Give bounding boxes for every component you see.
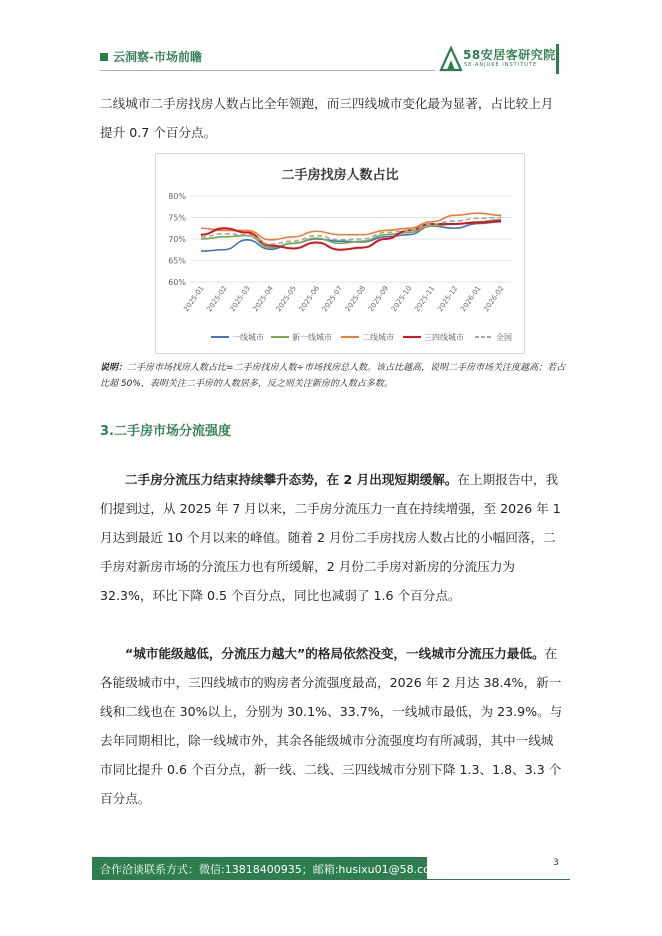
header-accent-bar: [556, 44, 559, 74]
x-tick-label: 2025-09: [366, 284, 391, 314]
page-number: 3: [553, 858, 559, 868]
x-tick-label: 2026-01: [459, 284, 483, 314]
legend-label: 全国: [496, 333, 512, 342]
y-tick-label: 65%: [168, 256, 186, 266]
logo-icon: [438, 44, 464, 72]
x-tick-label: 2025-04: [251, 284, 275, 314]
header-marker: [100, 53, 108, 61]
note-text: 二手房市场找房人数占比=二手房找房人数÷市场找房总人数。该占比越高，说明二手房市场关注度越高；若占比超 50%，表明关注二手房的人数居多，反之则关注新房的人数占多数。: [100, 363, 566, 389]
x-tick-label: 2025-03: [228, 284, 252, 314]
x-tick-label: 2025-12: [436, 284, 460, 314]
x-tick-label: 2025-11: [413, 284, 437, 314]
logo-subtitle: 58·ANJUKE INSTITUTE: [464, 62, 538, 68]
paragraph-2-body: 在各能级城市中，三四线城市的购房者分流强度最高，2026 年 2 月达 38.4%，新一线和二线也在 30%以上，分别为 30.1%、33.7%，一线城市最低，为 23.9%。与去年同期相比，除一线城市外，其余各能级城市分流强度均有所减弱，其中一线城市同比提升 0.6 个百分点，新一线、二线、三四线城市分别下降 1.3、1.8、3.3 个百分点。: [100, 646, 563, 806]
y-tick-label: 60%: [168, 278, 186, 287]
section-title: 3.二手房市场分流强度: [100, 424, 231, 439]
footer-contact: 合作洽谈联系方式：微信:13818400935；邮箱:husixu01@58.com；: [100, 863, 452, 876]
x-tick-label: 2025-07: [320, 284, 345, 314]
chart-title: 二手房找房人数占比: [281, 168, 399, 183]
legend-label: 二线城市: [362, 333, 394, 342]
chart-container: [155, 153, 525, 354]
x-tick-label: 2025-02: [205, 284, 229, 314]
note-label: 说明：: [100, 363, 128, 373]
x-tick-label: 2025-10: [390, 284, 414, 314]
intro-paragraph: 二线城市二手房找房人数占比全年领跑，而三四线城市变化最为显著，占比较上月提升 0.7 个百分点。: [100, 96, 554, 140]
y-tick-label: 70%: [168, 235, 186, 244]
x-tick-label: 2025-06: [297, 284, 322, 314]
x-tick-label: 2026-02: [482, 284, 506, 314]
legend-label: 新一线城市: [292, 333, 332, 342]
paragraph-1-lead: 二手房分流压力结束持续攀升态势，在 2 月出现短期缓解。: [125, 472, 458, 487]
chart-note: [100, 360, 570, 392]
section-paragraph-1: [100, 465, 565, 610]
logo-text: 58安居客研究院: [463, 48, 556, 62]
x-tick-label: 2025-01: [182, 284, 206, 314]
header-divider: [100, 70, 435, 71]
line-chart: [156, 154, 524, 353]
header-title: 云洞察-市场前瞻: [113, 50, 202, 64]
legend-label: 三四线城市: [424, 333, 464, 342]
x-tick-label: 2025-08: [343, 284, 368, 314]
section-paragraph-2: [100, 639, 565, 813]
paragraph-2-lead: “城市能级越低，分流压力越大”的格局依然没变，一线城市分流压力最低。: [125, 646, 545, 661]
legend-label: 一线城市: [232, 333, 264, 342]
y-tick-label: 75%: [168, 213, 186, 223]
footer-divider: [92, 879, 570, 880]
x-tick-label: 2025-05: [274, 284, 298, 314]
y-tick-label: 80%: [168, 192, 186, 201]
series-line: [201, 222, 501, 251]
paragraph-1-body: 在上期报告中，我们提到过，从 2025 年 7 月以来，二手房分流压力一直在持续增强，至 2026 年 1 月达到最近 10 个月以来的峰值。随着 2 月份二手房找房人数占比的小幅回落，二手房对新房市场的分流压力也有所缓解，2 月份二手房对新房的分流压力为 32.3%，环比下降 0.5 个百分点，同比也减弱了 1.6 个百分点。: [100, 472, 561, 603]
